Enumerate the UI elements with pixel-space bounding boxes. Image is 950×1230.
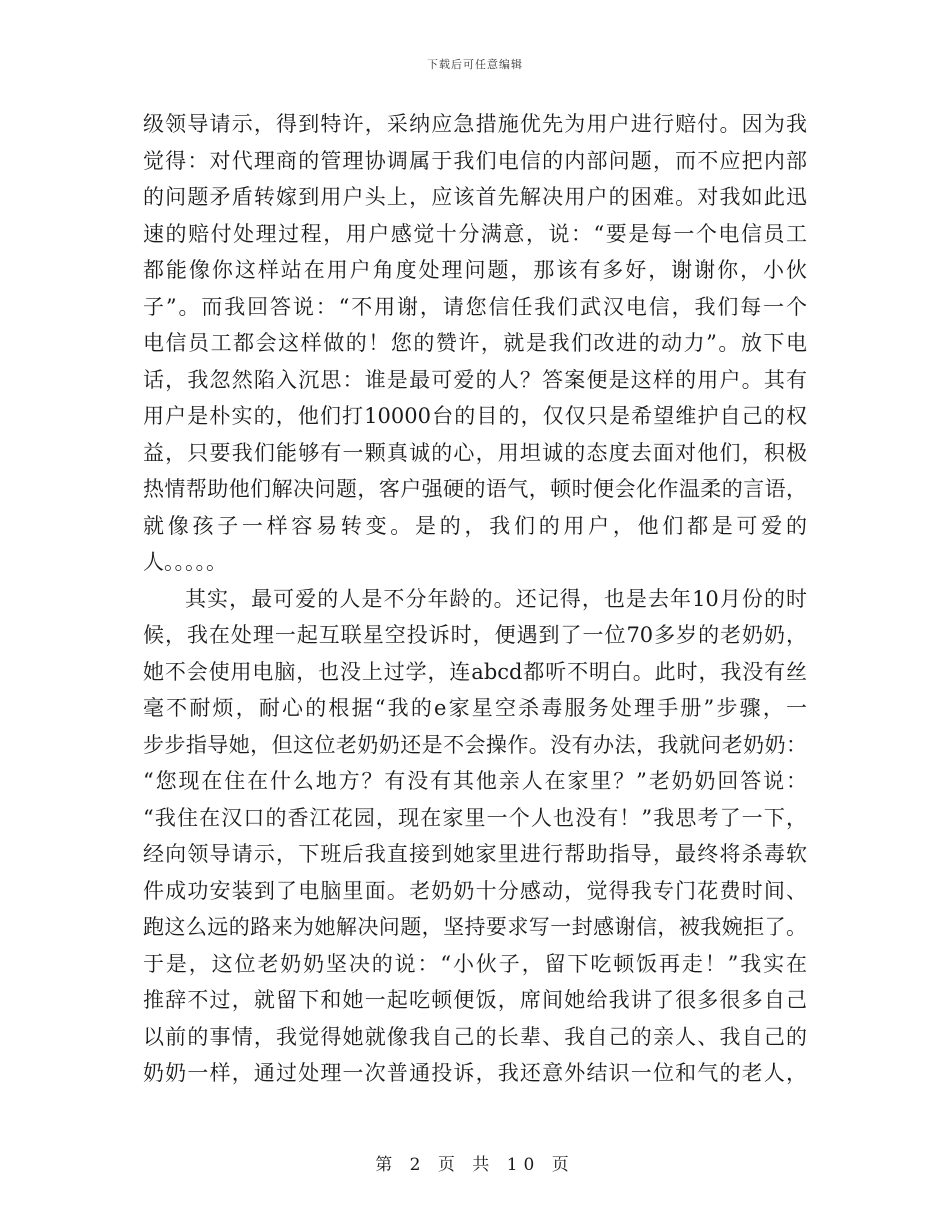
text-line: 候，我在处理一起互联星空投诉时，便遇到了一位70多岁的老奶奶， (143, 623, 807, 647)
text-line: 她不会使用电脑，也没上过学，连abcd都听不明白。此时，我没有丝 (143, 659, 807, 684)
text-line: 觉得：对代理商的管理协调属于我们电信的内部问题，而不应把内部 (143, 148, 807, 173)
text-line: 速的赔付处理过程，用户感觉十分满意，说：“要是每一个电信员工 (143, 221, 807, 246)
text-line: “您现在住在什么地方？有没有其他亲人在家里？”老奶奶回答说： (143, 769, 807, 793)
text-line: “我住在汉口的香江花园，现在家里一个人也没有！”我思考了一下， (143, 805, 807, 830)
text-line: 用户是朴实的，他们打10000台的目的，仅仅只是希望维护自己的权 (143, 404, 807, 428)
text-line: 经向领导请示，下班后我直接到她家里进行帮助指导，最终将杀毒软 (143, 842, 807, 866)
text-line: 益，只要我们能够有一颗真诚的心，用坦诚的态度去面对他们，积极 (143, 440, 807, 465)
page-header: 下载后可任意编辑 (427, 58, 523, 71)
text-line: 热情帮助他们解决问题，客户强硬的语气，顿时便会化作温柔的言语， (143, 477, 807, 501)
text-line: 以前的事情，我觉得她就像我自己的长辈、我自己的亲人、我自己的 (143, 1024, 807, 1049)
document-body (143, 106, 807, 1092)
text-line: 的问题矛盾转嫁到用户头上，应该首先解决用户的困难。对我如此迅 (143, 185, 807, 209)
text-line: 推辞不过，就留下和她一起吃顿便饭，席间她给我讲了很多很多自己 (143, 988, 807, 1012)
paragraph-first-line: 其实，最可爱的人是不分年龄的。还记得，也是去年10月份的时 (185, 586, 807, 611)
text-line: 件成功安装到了电脑里面。老奶奶十分感动，觉得我专门花费时间、 (143, 878, 807, 903)
text-line: 子”。而我回答说：“不用谢，请您信任我们武汉电信，我们每一个 (143, 294, 807, 319)
text-line: 毫不耐烦，耐心的根据“我的e家星空杀毒服务处理手册”步骤，一 (143, 696, 807, 720)
text-line: 于是，这位老奶奶坚决的说：“小伙子，留下吃顿饭再走！”我实在 (143, 951, 807, 976)
text-line: 就像孩子一样容易转变。是的，我们的用户，他们都是可爱的 (143, 513, 807, 538)
text-line: 奶奶一样，通过处理一次普通投诉，我还意外结识一位和气的老人， (143, 1061, 807, 1085)
page-number-footer: 第 2 页 共 10 页 (375, 1155, 575, 1175)
text-line: 都能像你这样站在用户角度处理问题，那该有多好，谢谢你，小伙 (143, 258, 807, 282)
text-line: 级领导请示，得到特许，采纳应急措施优先为用户进行赔付。因为我 (143, 112, 807, 136)
text-line: 步步指导她，但这位老奶奶还是不会操作。没有办法，我就问老奶奶： (143, 732, 807, 757)
text-line: 电信员工都会这样做的！您的赞许，就是我们改进的动力”。放下电 (143, 331, 807, 355)
text-line: 话，我忽然陷入沉思：谁是最可爱的人？答案便是这样的用户。其有 (143, 367, 807, 392)
text-line: 人。。。。。 (143, 550, 227, 574)
text-line: 跑这么远的路来为她解决问题，坚持要求写一封感谢信，被我婉拒了。 (143, 915, 807, 939)
